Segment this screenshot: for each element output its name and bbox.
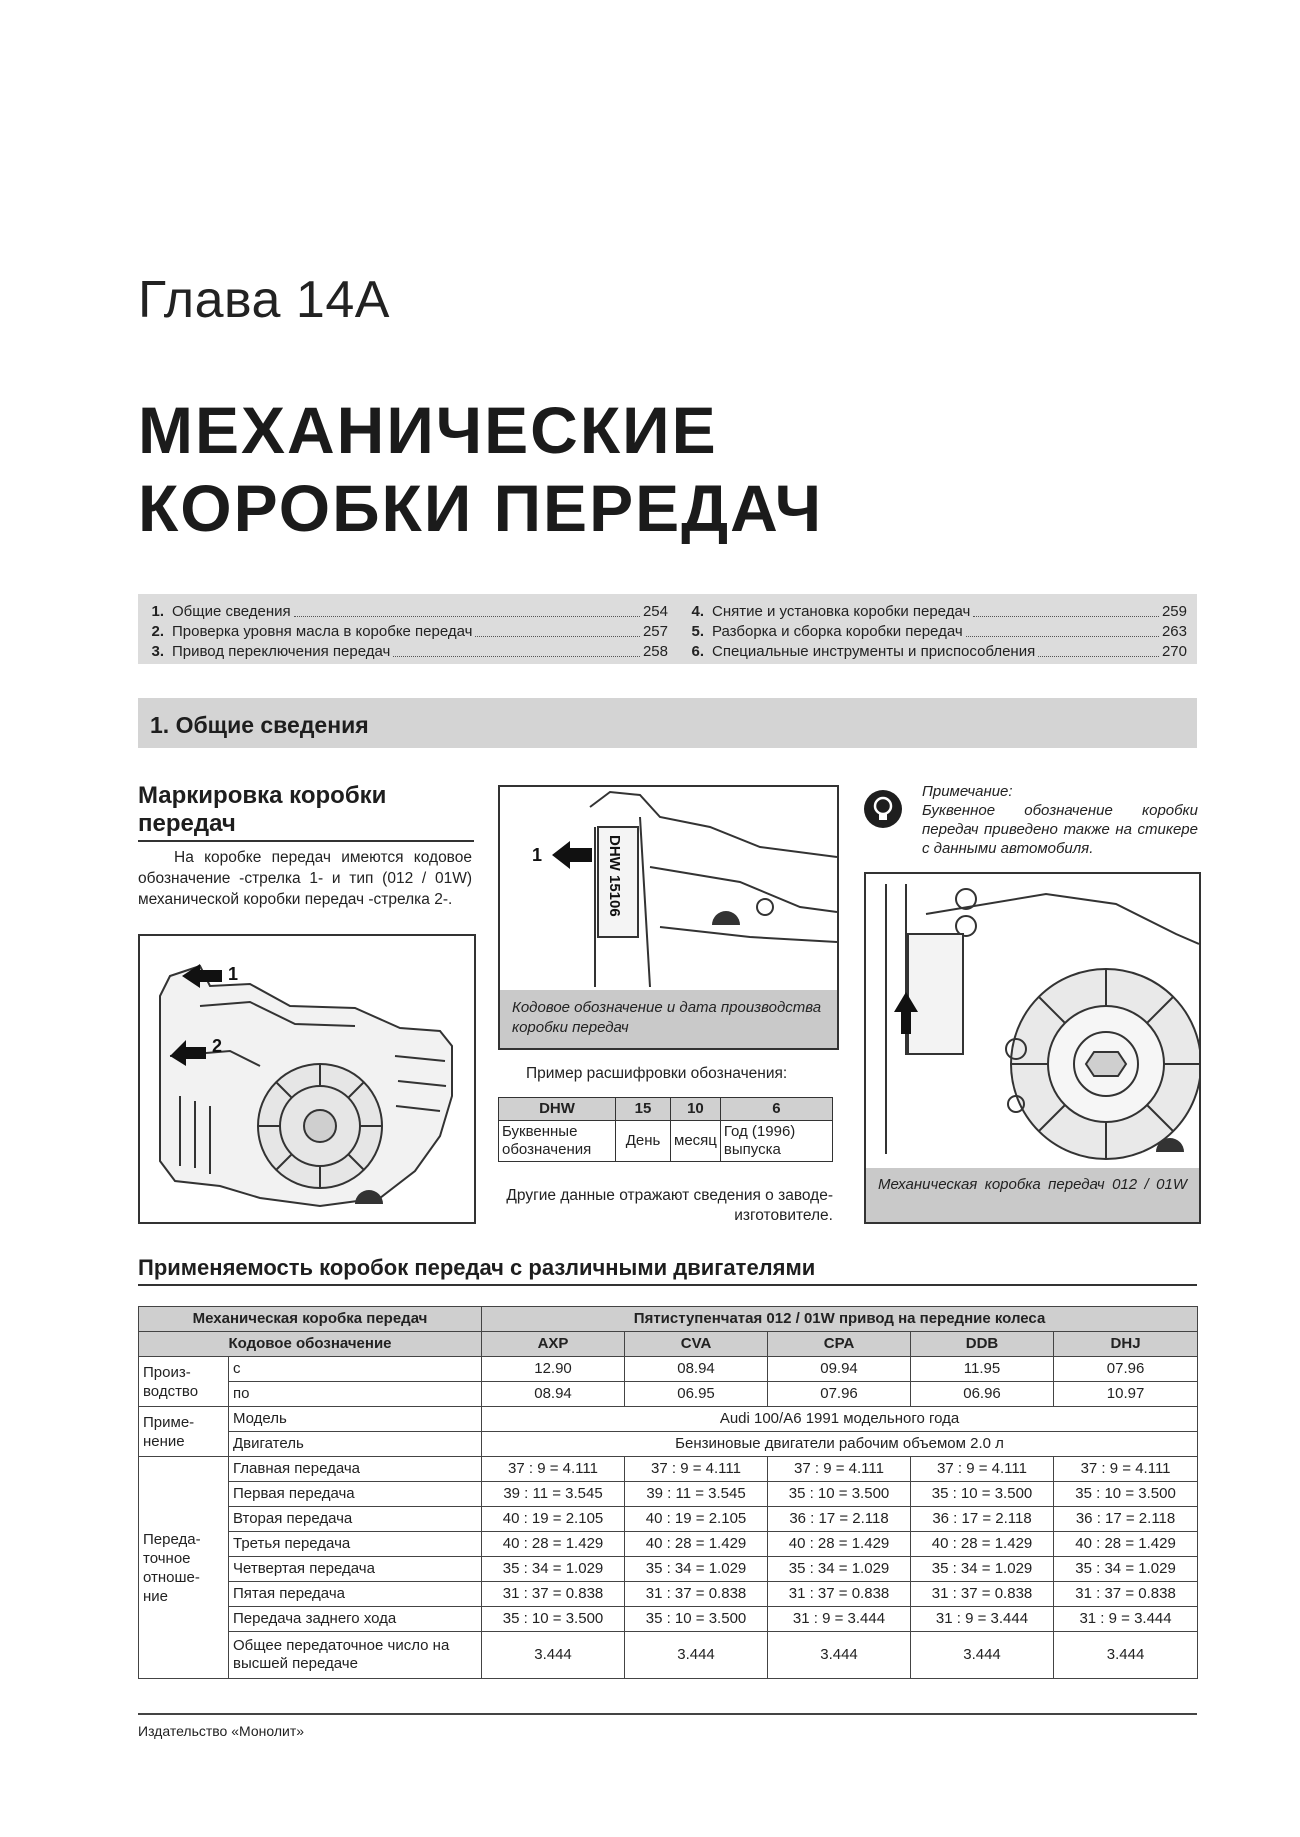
table-row-label: Третья передача: [229, 1532, 482, 1557]
table-cell: 35 : 34 = 1.029: [768, 1557, 911, 1582]
toc-item[interactable]: [138, 602, 668, 622]
section-title: 1. Общие сведения: [150, 712, 369, 738]
note-label: Примечание:: [922, 783, 1013, 800]
toc-column-left: [138, 602, 668, 662]
toc-leader: [973, 602, 1159, 617]
table-cell: 12.90: [482, 1357, 625, 1382]
table-cell: 40 : 28 = 1.429: [1054, 1532, 1198, 1557]
ratio-rows: [139, 1457, 1198, 1679]
toc-title: Проверка уровня масла в коробке передач: [172, 623, 473, 640]
table-row: [499, 1121, 833, 1162]
toc-number: 5.: [691, 623, 704, 640]
table-row: [139, 1557, 1198, 1582]
table-cell: 40 : 19 = 2.105: [625, 1507, 768, 1532]
table-cell: 07.96: [768, 1382, 911, 1407]
table-cell: 35 : 10 = 3.500: [911, 1482, 1054, 1507]
table-cell: месяц: [671, 1121, 721, 1162]
table-row-label: Общее передаточное число на высшей передаче: [229, 1632, 482, 1679]
table-header-cell: Кодовое обозначение: [139, 1332, 482, 1357]
table-header-cell: CVA: [625, 1332, 768, 1357]
callout-1: 1: [532, 845, 543, 865]
toc-leader: [475, 622, 640, 637]
toc-item[interactable]: [678, 622, 1187, 642]
table-cell: 37 : 9 = 4.111: [482, 1457, 625, 1482]
table-row-label: Вторая передача: [229, 1507, 482, 1532]
table-cell: 3.444: [1054, 1632, 1198, 1679]
table-cell: 09.94: [768, 1357, 911, 1382]
monolit-logo-icon: [712, 911, 740, 925]
table-cell: 35 : 10 = 3.500: [1054, 1482, 1198, 1507]
chapter-title-line-2: КОРОБКИ ПЕРЕДАЧ: [138, 471, 824, 545]
toc-title: Разборка и сборка коробки передач: [712, 623, 963, 640]
table-row-label: с: [229, 1357, 482, 1382]
table-header-cell: Пятиступенчатая 012 / 01W привод на передние колеса: [482, 1307, 1198, 1332]
chapter-label: Глава 14А: [138, 271, 390, 329]
table-cell: 31 : 37 = 0.838: [768, 1582, 911, 1607]
table-group-label: Произ-водство: [139, 1357, 229, 1407]
figure-caption: Механическая коробка передач 012 / 01W: [866, 1168, 1199, 1222]
table-cell: 39 : 11 = 3.545: [482, 1482, 625, 1507]
toc-item[interactable]: [678, 602, 1187, 622]
figure-caption: Кодовое обозначение и дата производства коробки передач: [500, 990, 837, 1048]
table-cell: 06.95: [625, 1382, 768, 1407]
toc-leader: [1038, 642, 1159, 657]
gearbox-illustration: [138, 934, 476, 1224]
subsection-title: Маркировка коробки передач: [138, 782, 474, 842]
toc-page: 257: [642, 623, 668, 640]
toc-leader: [966, 622, 1159, 637]
table-row-label: Двигатель: [229, 1432, 482, 1457]
table-cell: 07.96: [1054, 1357, 1198, 1382]
callout-2: 2: [212, 1036, 223, 1056]
table-cell: 31 : 9 = 3.444: [1054, 1607, 1198, 1632]
table-cell: 10.97: [1054, 1382, 1198, 1407]
table-row: [139, 1532, 1198, 1557]
table-cell: 3.444: [625, 1632, 768, 1679]
table-cell: 40 : 19 = 2.105: [482, 1507, 625, 1532]
toc-page: 254: [642, 603, 668, 620]
table-cell: 31 : 37 = 0.838: [911, 1582, 1054, 1607]
toc-number: 4.: [691, 603, 704, 620]
decode-table: [498, 1097, 833, 1162]
table-cell: 37 : 9 = 4.111: [1054, 1457, 1198, 1482]
toc-title: Специальные инструменты и приспособления: [712, 643, 1036, 660]
table-row-label: Четвертая передача: [229, 1557, 482, 1582]
table-cell: 35 : 34 = 1.029: [911, 1557, 1054, 1582]
toc-page: 263: [1161, 623, 1187, 640]
table-cell: 35 : 34 = 1.029: [625, 1557, 768, 1582]
table-cell: 36 : 17 = 2.118: [768, 1507, 911, 1532]
table-cell: 40 : 28 = 1.429: [911, 1532, 1054, 1557]
table-header-row: [139, 1307, 1198, 1332]
table-header-cell: 10: [671, 1098, 721, 1121]
code-marking-illustration: [498, 785, 839, 1050]
table-cell: 35 : 10 = 3.500: [768, 1482, 911, 1507]
callout-1: 1: [228, 964, 239, 984]
gearbox-012-drawing: [866, 874, 1199, 1168]
table-cell: Бензиновые двигатели рабочим объемом 2.0 л: [482, 1432, 1198, 1457]
table-cell: 3.444: [482, 1632, 625, 1679]
footer-divider: [138, 1713, 1197, 1715]
table-of-contents: [138, 594, 1197, 664]
table-row: [139, 1607, 1198, 1632]
toc-title: Общие сведения: [172, 603, 291, 620]
table-row-label: Главная передача: [229, 1457, 482, 1482]
toc-number: 3.: [151, 643, 164, 660]
toc-number: 1.: [151, 603, 164, 620]
table-cell: 35 : 10 = 3.500: [482, 1607, 625, 1632]
table-cell: 40 : 28 = 1.429: [768, 1532, 911, 1557]
code-stamp: DHW 15106: [606, 835, 623, 917]
table-row-label: Модель: [229, 1407, 482, 1432]
table-row: [139, 1407, 1198, 1432]
table-row: [139, 1357, 1198, 1382]
gearbox-012-illustration: [864, 872, 1201, 1224]
table-cell: 3.444: [911, 1632, 1054, 1679]
table-cell: Audi 100/A6 1991 модельного года: [482, 1407, 1198, 1432]
table-cell: 35 : 34 = 1.029: [1054, 1557, 1198, 1582]
table-cell: 39 : 11 = 3.545: [625, 1482, 768, 1507]
table-row-label: Пятая передача: [229, 1582, 482, 1607]
table-header-cell: CPA: [768, 1332, 911, 1357]
table-header-cell: 15: [616, 1098, 671, 1121]
table-row: [139, 1382, 1198, 1407]
table-cell: 06.96: [911, 1382, 1054, 1407]
table-header-cell: DHW: [499, 1098, 616, 1121]
publisher: Издательство «Монолит»: [138, 1723, 305, 1739]
lightbulb-icon: [864, 790, 902, 828]
table-cell: 35 : 34 = 1.029: [482, 1557, 625, 1582]
toc-item[interactable]: [678, 642, 1187, 662]
chapter-title-line-1: МЕХАНИЧЕСКИЕ: [138, 393, 718, 467]
table-cell: 31 : 37 = 0.838: [1054, 1582, 1198, 1607]
toc-title: Привод переключения передач: [172, 643, 391, 660]
code-marking-drawing: [500, 787, 837, 990]
table-row-label: по: [229, 1382, 482, 1407]
table-row-label: Передача заднего хода: [229, 1607, 482, 1632]
table-row: [139, 1582, 1198, 1607]
table-header-cell: DHJ: [1054, 1332, 1198, 1357]
toc-title: Снятие и установка коробки передач: [712, 603, 971, 620]
table-row: [139, 1632, 1198, 1679]
table-cell: 37 : 9 = 4.111: [911, 1457, 1054, 1482]
toc-item[interactable]: [138, 642, 668, 662]
table-cell: 36 : 17 = 2.118: [911, 1507, 1054, 1532]
table-cell: 37 : 9 = 4.111: [768, 1457, 911, 1482]
toc-page: 270: [1161, 643, 1187, 660]
table-cell: 31 : 37 = 0.838: [482, 1582, 625, 1607]
table-row: [139, 1432, 1198, 1457]
note: [922, 782, 1198, 858]
toc-number: 6.: [691, 643, 704, 660]
table-cell: 40 : 28 = 1.429: [482, 1532, 625, 1557]
table-cell: Буквенные обозначения: [499, 1121, 616, 1162]
body-paragraph: На коробке передач имеются кодовое обозначение -стрелка 1- и тип (012 / 01W) механической коробки передач -стрелка 2-.: [138, 849, 472, 908]
table-cell: 35 : 10 = 3.500: [625, 1607, 768, 1632]
toc-leader: [393, 642, 640, 657]
table-cell: Год (1996) выпуска: [720, 1121, 832, 1162]
table-cell: 31 : 9 = 3.444: [911, 1607, 1054, 1632]
table-row: [139, 1482, 1198, 1507]
table-header-cell: AXP: [482, 1332, 625, 1357]
gearbox-drawing: [140, 936, 474, 1222]
note-lightbulb-icon: [864, 790, 902, 828]
table-cell: 3.444: [768, 1632, 911, 1679]
table-cell: День: [616, 1121, 671, 1162]
table-header-row: [499, 1098, 833, 1121]
applicability-table: [138, 1306, 1198, 1679]
note-text: Буквенное обозначение коробки передач приведено также на стикере с данными автомобиля.: [922, 802, 1198, 857]
table-group-label: Приме-нение: [139, 1407, 229, 1457]
toc-column-right: [678, 602, 1187, 662]
table-cell: 37 : 9 = 4.111: [625, 1457, 768, 1482]
table-cell: 36 : 17 = 2.118: [1054, 1507, 1198, 1532]
table-header-cell: DDB: [911, 1332, 1054, 1357]
table-group-label: Переда-точное отноше-ние: [139, 1457, 229, 1679]
toc-page: 259: [1161, 603, 1187, 620]
body-paragraph: Другие данные отражают сведения о заводе-изготовителе.: [506, 1187, 833, 1224]
table-header-row: [139, 1332, 1198, 1357]
toc-page: 258: [642, 643, 668, 660]
table-header-cell: 6: [720, 1098, 832, 1121]
table-cell: 08.94: [625, 1357, 768, 1382]
table-cell: 31 : 37 = 0.838: [625, 1582, 768, 1607]
toc-number: 2.: [151, 623, 164, 640]
table-cell: 08.94: [482, 1382, 625, 1407]
applicability-heading: Применяемость коробок передач с различными двигателями: [138, 1255, 1197, 1286]
table-cell: 31 : 9 = 3.444: [768, 1607, 911, 1632]
arrow-icon: [552, 841, 592, 869]
toc-item[interactable]: [138, 622, 668, 642]
toc-leader: [294, 602, 640, 617]
table-cell: 40 : 28 = 1.429: [625, 1532, 768, 1557]
table-row-label: Первая передача: [229, 1482, 482, 1507]
table-row: [139, 1457, 1198, 1482]
table-row: [139, 1507, 1198, 1532]
decode-heading: Пример расшифровки обозначения:: [526, 1065, 788, 1082]
table-cell: 11.95: [911, 1357, 1054, 1382]
table-header-cell: Механическая коробка передач: [139, 1307, 482, 1332]
